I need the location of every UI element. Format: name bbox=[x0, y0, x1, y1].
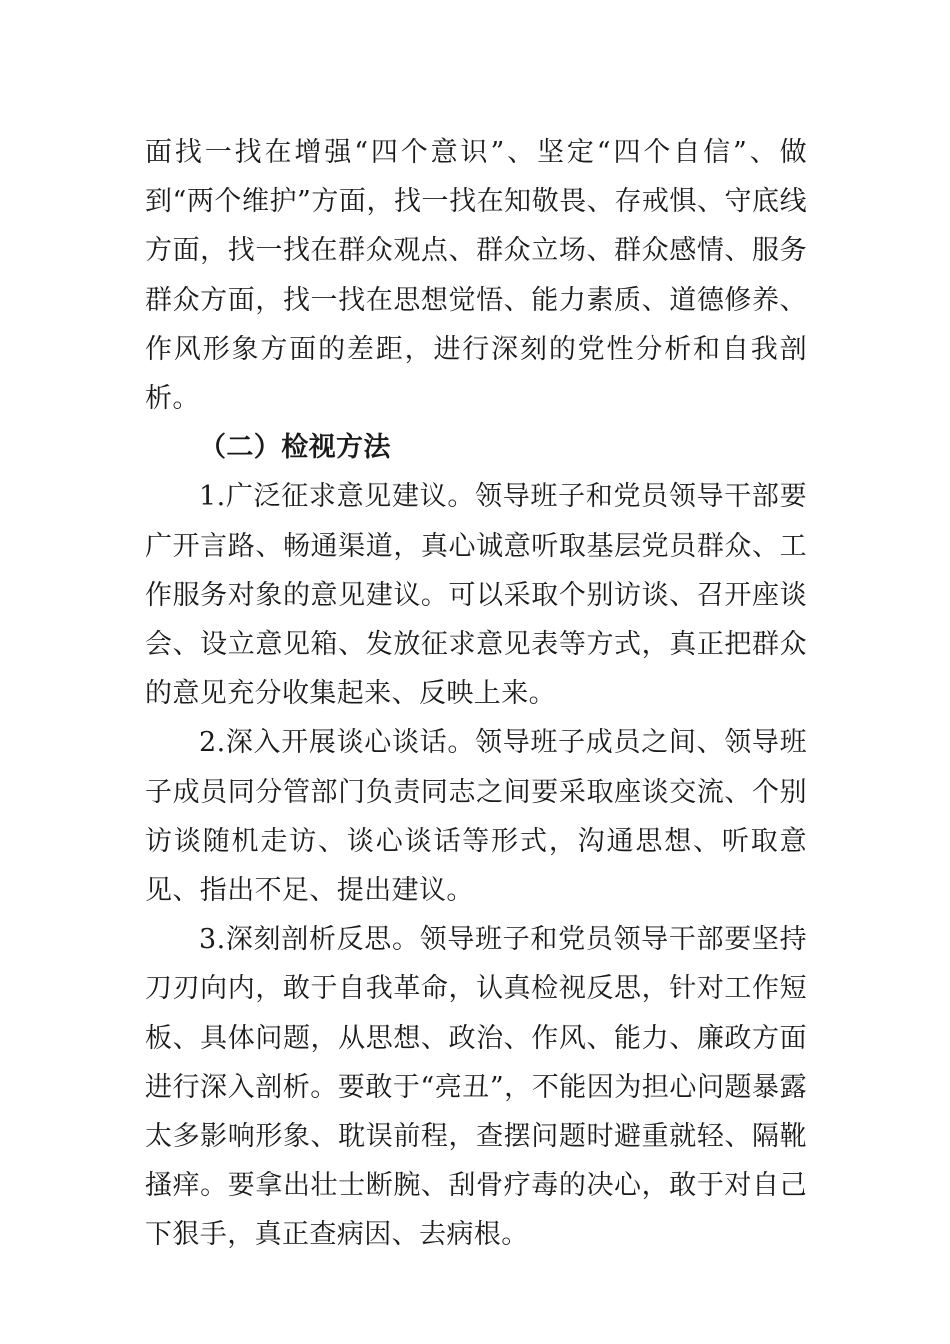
section-heading: （二）检视方法 bbox=[199, 432, 391, 464]
document-body bbox=[145, 128, 807, 1260]
list-item-3: 3.深刻剖析反思。领导班子和党员领导干部要坚持刀刃向内，敢于自我革命，认真检视反思，针对工作短板、具体问题，从思想、政治、作风、能力、廉政方面进行深入剖析。要敢于“亮丑”，不能因为担心问题暴露太多影响形象、耽误前程，查摆问题时避重就轻、隔靴搔痒。要拿出壮士断腕、刮骨疗毒的决心，敢于对自己下狠手，真正查病因、去病根。 bbox=[145, 924, 807, 1251]
list-item-2: 2.深入开展谈心谈话。领导班子成员之间、领导班子成员同分管部门负责同志之间要采取座谈交流、个别访谈随机走访、谈心谈话等形式，沟通思想、听取意见、指出不足、提出建议。 bbox=[145, 727, 807, 907]
paragraph-continuation: 面找一找在增强“四个意识”、坚定“四个自信”、做到“两个维护”方面，找一找在知敬畏、存戒惧、守底线方面，找一找在群众观点、群众立场、群众感情、服务群众方面，找一找在思想觉悟、能力素质、道德修养、作风形象方面的差距，进行深刻的党性分析和自我剖析。 bbox=[145, 137, 807, 415]
list-item-1: 1.广泛征求意见建议。领导班子和党员领导干部要广开言路、畅通渠道，真心诚意听取基层党员群众、工作服务对象的意见建议。可以采取个别访谈、召开座谈会、设立意见箱、发放征求意见表等方式，真正把群众的意见充分收集起来、反映上来。 bbox=[145, 481, 807, 710]
